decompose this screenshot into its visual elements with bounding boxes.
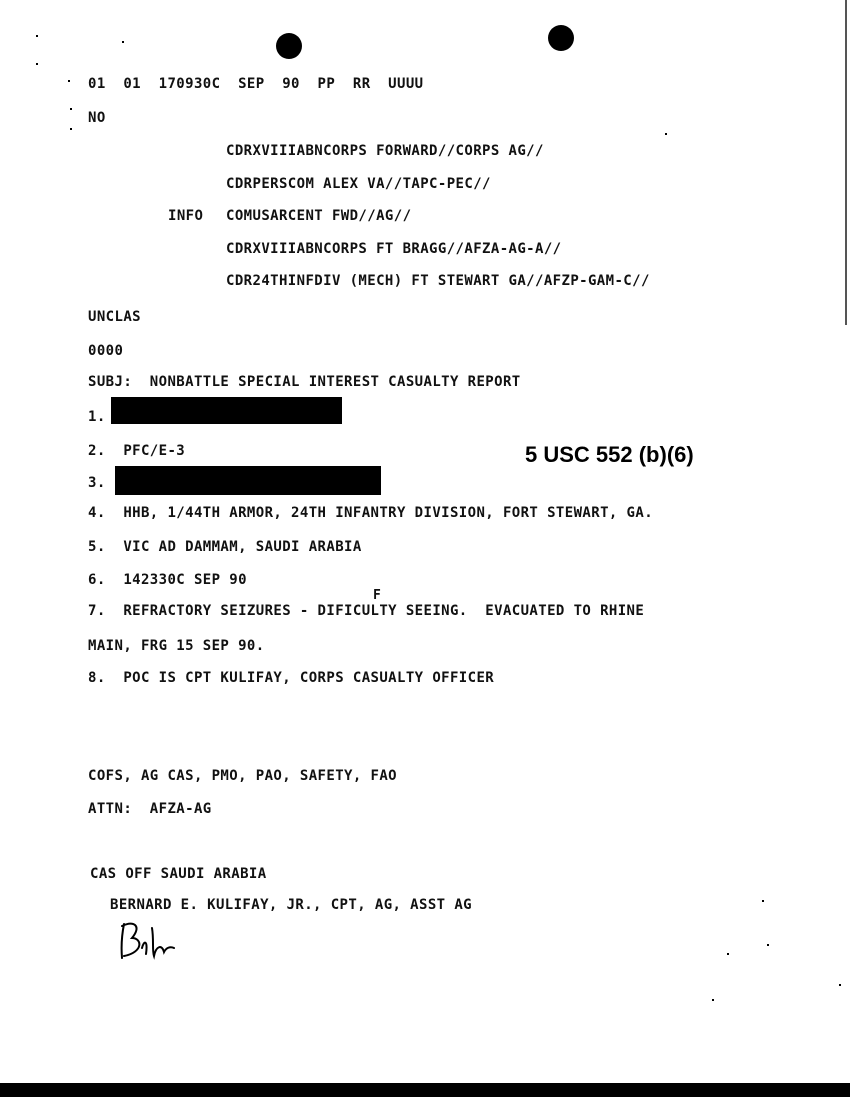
item-7-description-cont: MAIN, FRG 15 SEP 90.: [88, 638, 265, 654]
scan-speck: [70, 108, 72, 110]
message-serial: 0000: [88, 343, 124, 359]
foia-exemption-stamp: 5 USC 552 (b)(6): [525, 442, 694, 467]
item-4-unit: 4. HHB, 1/44TH ARMOR, 24TH INFANTRY DIVISION, FORT STEWART, GA.: [88, 505, 654, 521]
item-7-correction-mark: F: [373, 588, 382, 603]
item-3-number: 3.: [88, 475, 106, 491]
item-6-dtg: 6. 142330C SEP 90: [88, 572, 247, 588]
scan-bottom-edge: [0, 1083, 850, 1097]
signature-office: CAS OFF SAUDI ARABIA: [90, 866, 267, 882]
to-addressee: CDRXVIIIABNCORPS FORWARD//CORPS AG//: [226, 143, 544, 159]
item-7-description: 7. REFRACTORY SEIZURES - DIFICULTY SEEING. EVACUATED TO RHINE: [88, 603, 645, 619]
from-tag: NO: [88, 110, 106, 126]
punch-hole-left: [276, 33, 302, 59]
item-2-rank: 2. PFC/E-3: [88, 443, 186, 459]
info-label: INFO: [168, 208, 204, 224]
classification: UNCLAS: [88, 309, 141, 325]
scan-speck: [122, 41, 124, 43]
info-addressee: CDRXVIIIABNCORPS FT BRAGG//AFZA-AG-A//: [226, 241, 562, 257]
item-1-number: 1.: [88, 409, 106, 425]
redaction-block-name: [111, 397, 342, 424]
to-addressee: CDRPERSCOM ALEX VA//TAPC-PEC//: [226, 176, 491, 192]
attn-line: ATTN: AFZA-AG: [88, 801, 212, 817]
scan-speck: [70, 128, 72, 130]
scan-speck: [839, 984, 841, 986]
item-5-location: 5. VIC AD DAMMAM, SAUDI ARABIA: [88, 539, 362, 555]
item-8-poc: 8. POC IS CPT KULIFAY, CORPS CASUALTY OFFICER: [88, 670, 495, 686]
redaction-block-ssn: [115, 466, 381, 495]
info-addressee: COMUSARCENT FWD//AG//: [226, 208, 412, 224]
scan-speck: [36, 35, 38, 37]
scan-speck: [727, 953, 729, 955]
scan-speck: [762, 900, 764, 902]
punch-hole-right: [548, 25, 574, 51]
handwritten-initials: [112, 918, 182, 968]
scan-speck: [665, 133, 667, 135]
distribution-list: COFS, AG CAS, PMO, PAO, SAFETY, FAO: [88, 768, 398, 784]
scan-speck: [36, 63, 38, 65]
scan-speck: [767, 944, 769, 946]
subject-line: SUBJ: NONBATTLE SPECIAL INTEREST CASUALTY REPORT: [88, 374, 521, 390]
dtg-line: 01 01 170930C SEP 90 PP RR UUUU: [88, 76, 424, 92]
scan-speck: [68, 80, 70, 82]
scan-edge-line: [845, 0, 847, 325]
info-addressee: CDR24THINFDIV (MECH) FT STEWART GA//AFZP-GAM-C//: [226, 273, 650, 289]
scan-speck: [712, 999, 714, 1001]
signature-name: BERNARD E. KULIFAY, JR., CPT, AG, ASST AG: [110, 897, 472, 913]
